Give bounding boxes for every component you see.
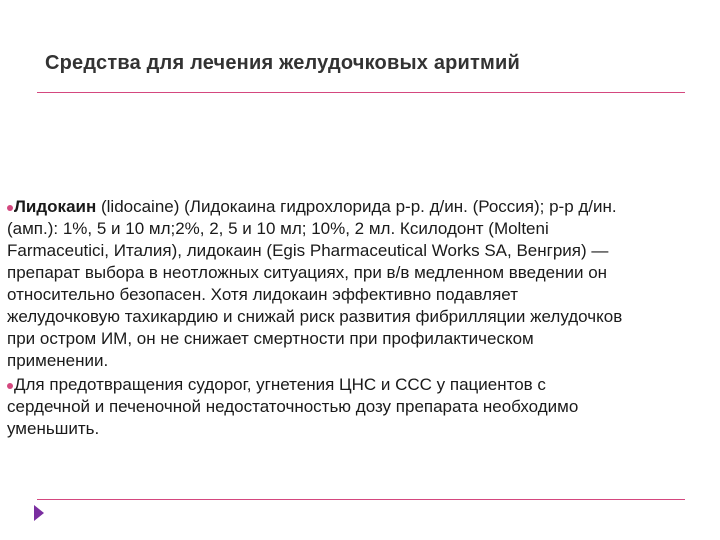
paragraph-text: Для предотвращения судорог, угнетения ЦНС и ССС у пациентов с сердечной и печеночной недостаточностью дозу препарата необходимо уменьшить. [7,375,579,438]
play-arrow-icon[interactable] [34,505,44,521]
paragraph-text: (lidocaine) (Лидокаина гидрохлорида р-р. д/ин. (Россия); р-р д/ин. (амп.): 1%, 5 и 10 мл;2%, 2, 5 и 10 мл; 10%, 2 мл. Ксилодонт (Molteni Farmaceutici, Италия), лидокаин (Egis Pharmaceutical Works SA, Венгрия) — препарат выбора в неотложных ситуациях, при в/в медленном введении он относительно безопасен. Хотя лидокаин эффективно подавляет желудочковую тахикардию и снижай риск развития фибрилляции желудочков при остром ИМ, он не снижает смертности при профилактическом применении. [7,197,623,370]
slide-body [7,196,632,440]
title-divider [37,92,685,93]
footer-divider [37,499,685,500]
slide-title: Средства для лечения желудочковых аритмий [45,52,521,74]
bullet-paragraph-lidocaine [7,196,632,372]
drug-name: Лидокаин [14,197,97,216]
bullet-paragraph-dose [7,374,632,440]
bullet-icon [7,205,13,211]
bullet-icon [7,383,13,389]
